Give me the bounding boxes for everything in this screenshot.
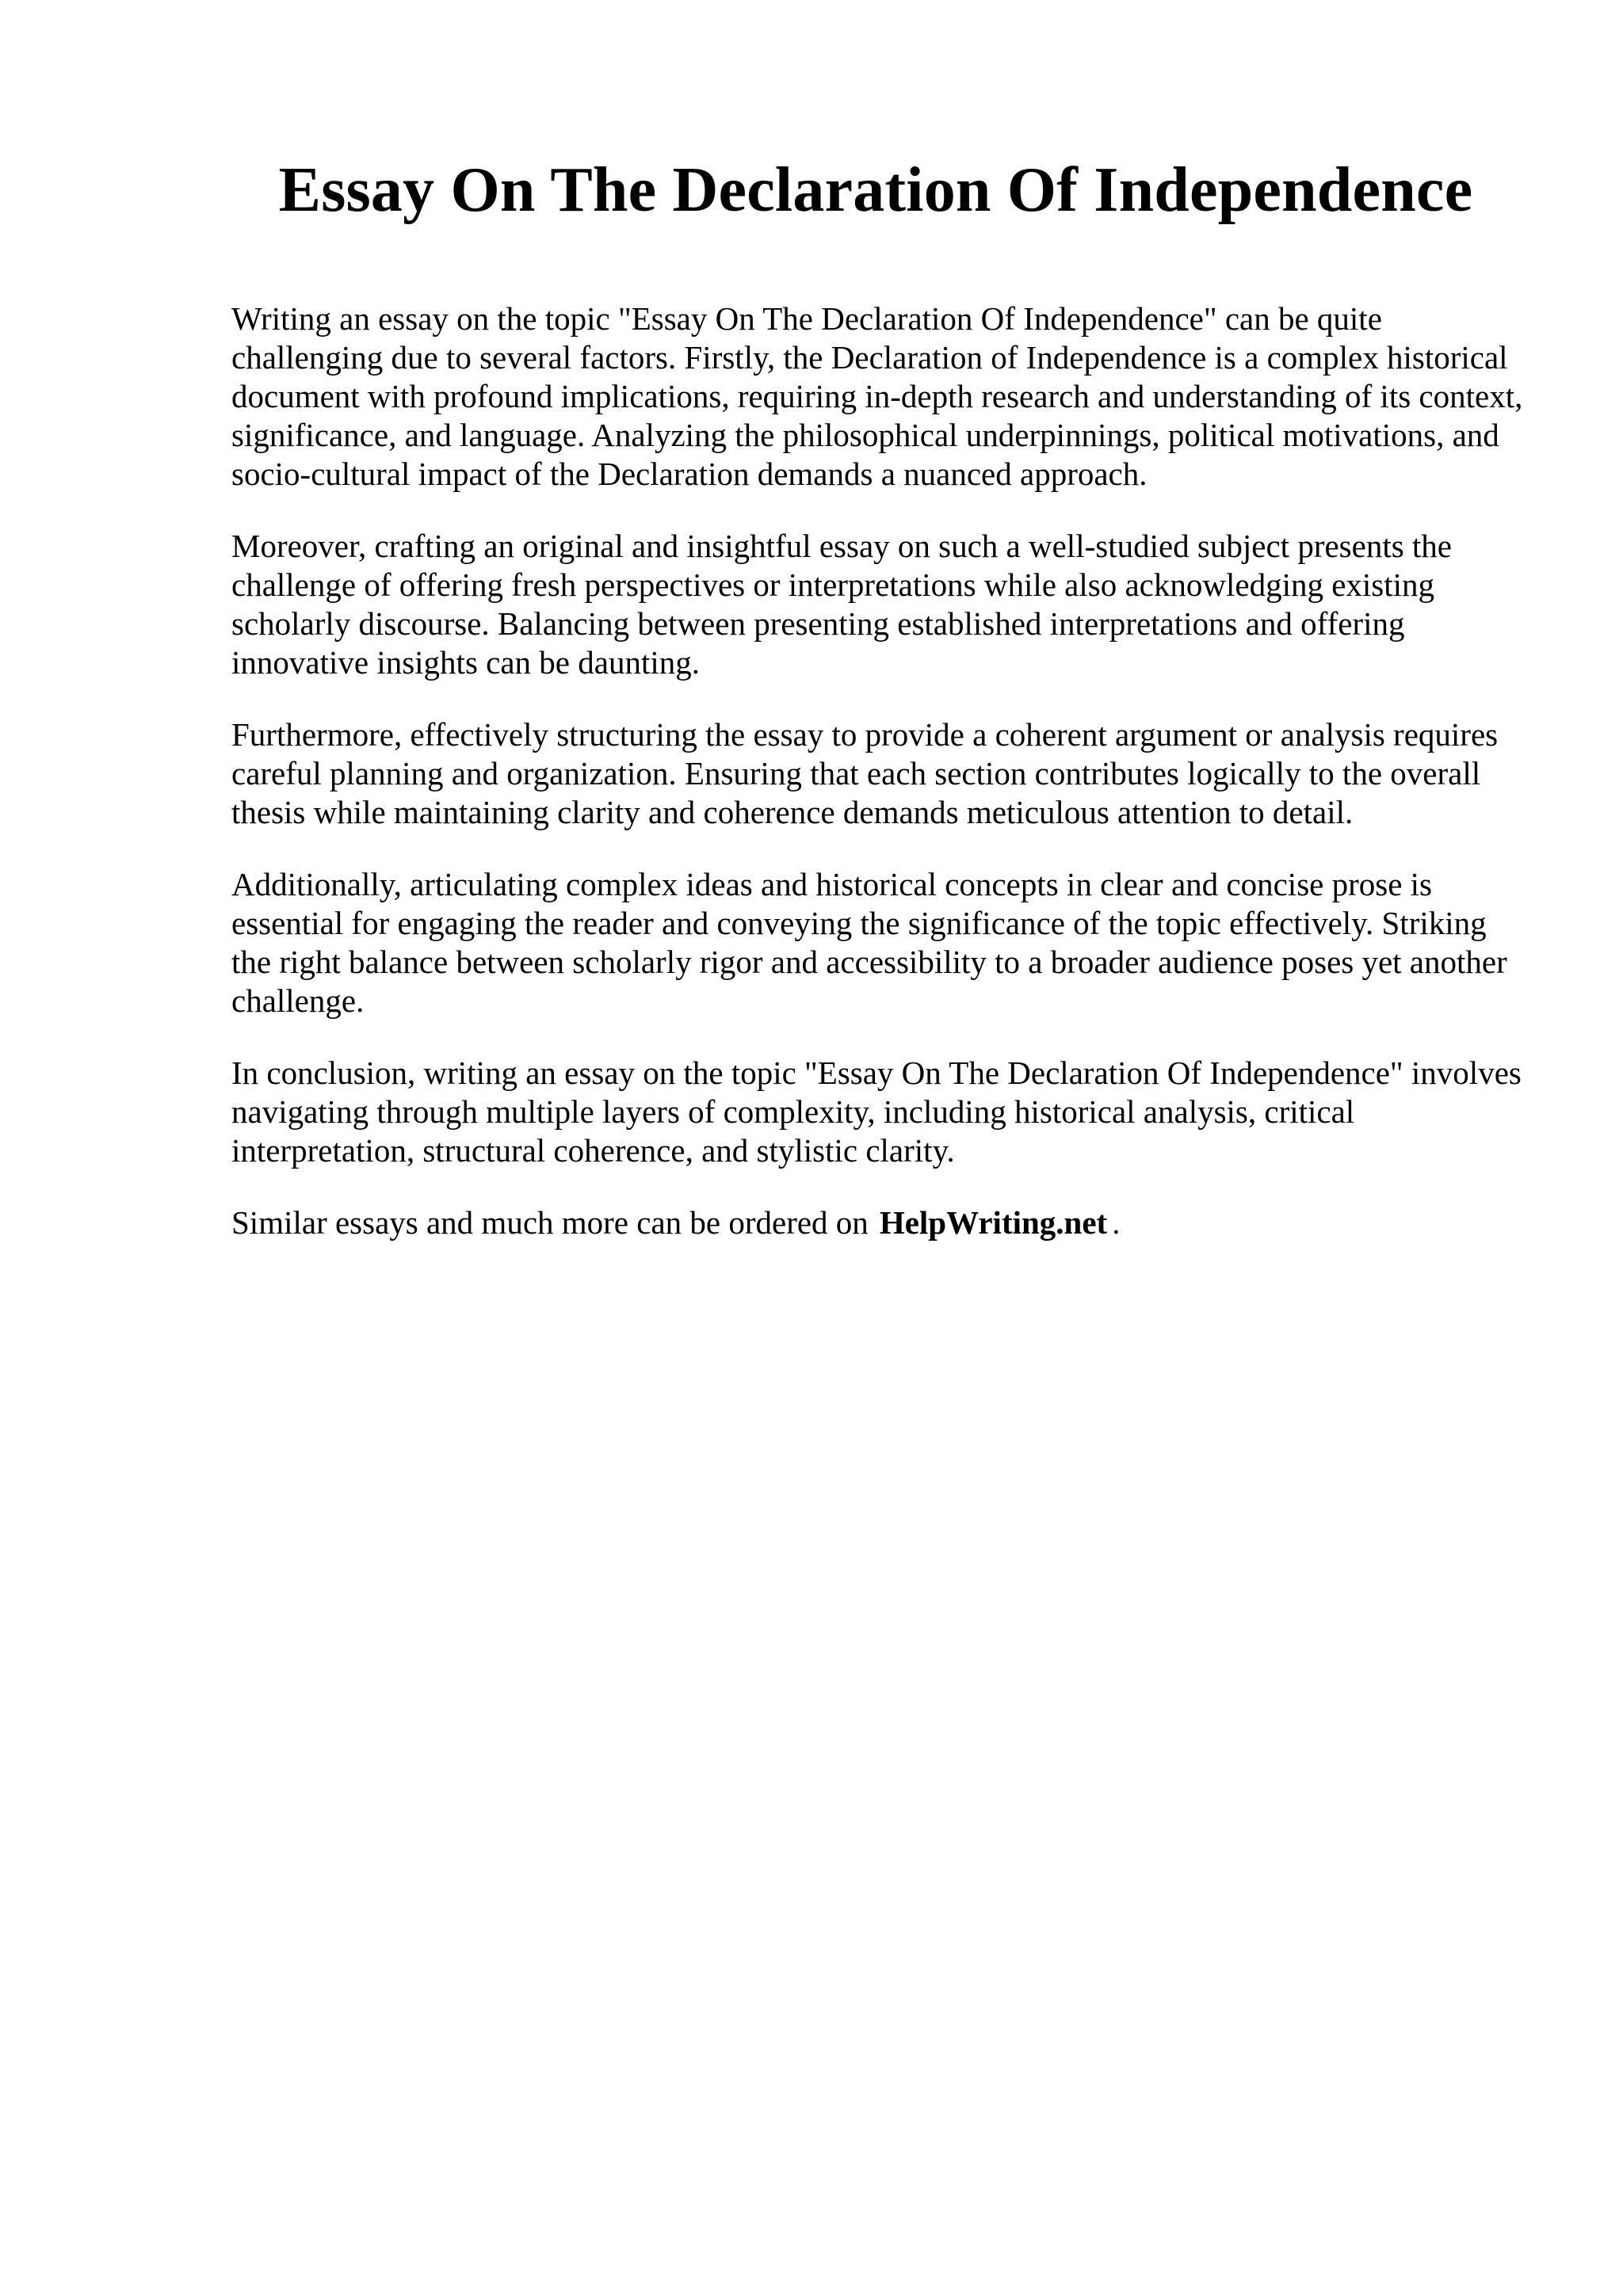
closing-text: Similar essays and much more can be ordered on: [231, 1204, 869, 1241]
paragraph-2: Moreover, crafting an original and insightful essay on such a well-studied subject presents the challenge of offering fresh perspectives or interpretations while also acknowledging existing scholarly discourse. Balancing between presenting established interpretations and offering innovative insights can be daunting.: [231, 528, 1453, 681]
closing-punctuation: .: [1112, 1204, 1121, 1241]
paragraph-4: Additionally, articulating complex ideas and historical concepts in clear and concise prose is essential for engaging the reader and conveying the significance of the topic effectively. Striking the right balance between scholarly rigor and accessibility to a broader audience poses yet another challenge.: [231, 866, 1507, 1019]
paragraph-5: In conclusion, writing an essay on the topic "Essay On The Declaration Of Independence" involves navigating through multiple layers of complexity, including historical analysis, critical interpretation, structural coherence, and stylistic clarity.: [231, 1055, 1522, 1169]
closing-line: [231, 1203, 1523, 1242]
document-body: [231, 299, 1523, 1242]
document-title: Essay On The Declaration Of Independence: [278, 155, 1473, 225]
helpwriting-link[interactable]: HelpWriting.net: [879, 1204, 1108, 1241]
paragraph-1: Writing an essay on the topic "Essay On The Declaration Of Independence" can be quite challenging due to several factors. Firstly, the Declaration of Independence is a complex historical document with profound implications, requiring in-depth research and understanding of its context, significance, and language. Analyzing the philosophical underpinnings, political motivations, and socio-cultural impact of the Declaration demands a nuanced approach.: [231, 300, 1523, 492]
paragraph-3: Furthermore, effectively structuring the essay to provide a coherent argument or analysis requires careful planning and organization. Ensuring that each section contributes logically to the overall thesis while maintaining clarity and coherence demands meticulous attention to detail.: [231, 716, 1499, 830]
